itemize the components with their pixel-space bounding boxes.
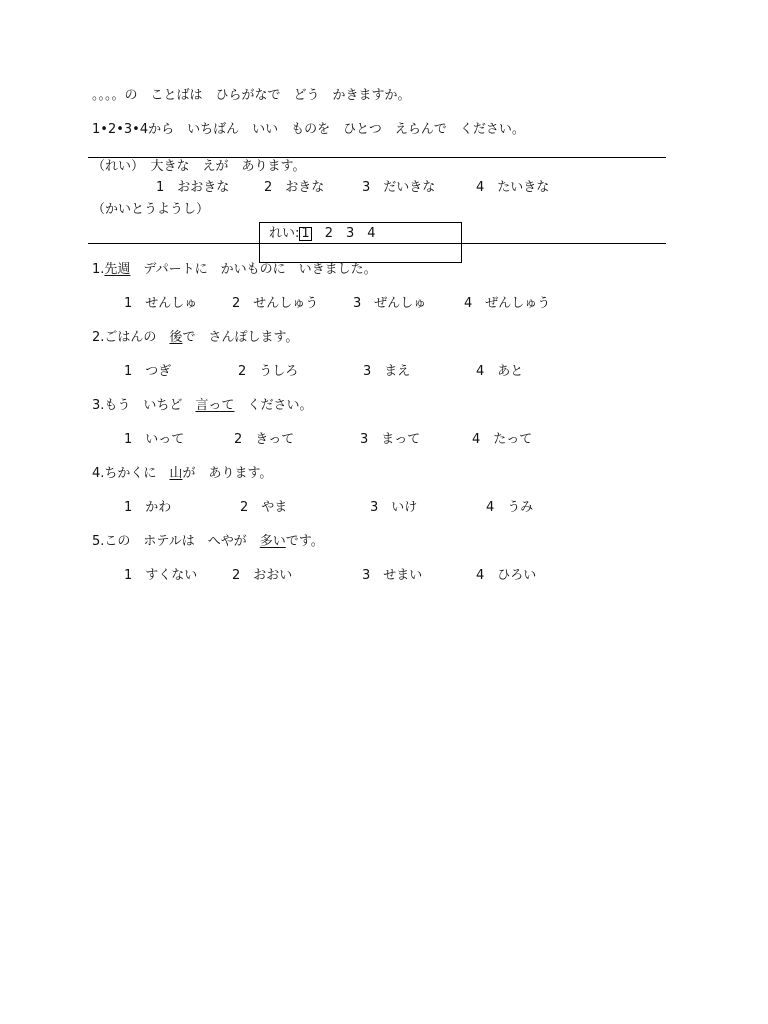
- instruction-line-1: 。。。。の ことばは ひらがなで どう かきますか。: [92, 88, 411, 103]
- question-after: です。: [285, 534, 324, 549]
- example-option-3: 3 だいきな: [362, 180, 436, 195]
- answer-sheet-label: （かいとうようし）: [92, 202, 210, 217]
- q3-option-4: 4 たって: [472, 432, 533, 447]
- question-number: 1.: [92, 262, 105, 277]
- q5-option-3: 3 せまい: [362, 568, 423, 583]
- q2-option-2: 2 うしろ: [238, 364, 299, 379]
- q3-option-2: 2 きって: [234, 432, 295, 447]
- question-before: ちかくに: [104, 466, 170, 481]
- question-before: ごはんの: [104, 330, 170, 345]
- q3-option-1: 1 いって: [124, 432, 185, 447]
- q4-option-2: 2 やま: [240, 500, 288, 515]
- example-option-2: 2 おきな: [264, 180, 325, 195]
- question-3: [92, 398, 312, 414]
- q2-option-3: 3 まえ: [363, 364, 411, 379]
- example-sentence: （れい） 大きな えが あります。: [92, 159, 306, 174]
- underlined-word: 言って: [195, 398, 235, 413]
- marked-answer: 1: [301, 226, 310, 241]
- q4-option-4: 4 うみ: [486, 500, 534, 515]
- q3-option-3: 3 まって: [360, 432, 421, 447]
- answer-rest: 2 3 4: [324, 226, 376, 241]
- underlined-word: 山: [169, 466, 183, 481]
- example-option-4: 4 たいきな: [476, 180, 550, 195]
- q2-option-1: 1 つぎ: [124, 364, 172, 379]
- question-after: で さんぽします。: [182, 330, 299, 345]
- example-bottom-rule: [88, 243, 666, 244]
- q1-option-4: 4 ぜんしゅう: [464, 296, 551, 311]
- q5-option-2: 2 おおい: [232, 568, 293, 583]
- instruction-line-2: 1•2•3•4から いちばん いい ものを ひとつ えらんで ください。: [92, 122, 525, 137]
- question-after: が あります。: [182, 466, 273, 481]
- question-after: デパートに かいものに いきました。: [130, 262, 377, 277]
- underlined-word: 先週: [104, 262, 131, 277]
- q1-option-2: 2 せんしゅう: [232, 296, 319, 311]
- q5-option-1: 1 すくない: [124, 568, 198, 583]
- question-4: [92, 466, 272, 482]
- question-before: この ホテルは へやが: [104, 534, 260, 549]
- answer-gap: [312, 226, 325, 241]
- example-top-rule: [88, 157, 666, 158]
- question-number: 5.: [92, 534, 105, 549]
- underlined-word: 多い: [259, 534, 286, 549]
- question-2: [92, 330, 298, 346]
- q1-option-1: 1 せんしゅ: [124, 296, 198, 311]
- underlined-word: 後: [169, 330, 183, 345]
- question-after: ください。: [234, 398, 313, 413]
- q2-option-4: 4 あと: [476, 364, 524, 379]
- answer-sheet-row: [269, 226, 376, 242]
- question-before: もう いちど: [104, 398, 196, 413]
- example-option-1: 1 おおきな: [156, 180, 230, 195]
- answer-box-prefix: れい:: [269, 226, 300, 241]
- q4-option-1: 1 かわ: [124, 500, 172, 515]
- q5-option-4: 4 ひろい: [476, 568, 537, 583]
- q4-option-3: 3 いけ: [370, 500, 418, 515]
- q1-option-3: 3 ぜんしゅ: [353, 296, 427, 311]
- question-1: [92, 262, 377, 278]
- question-5: [92, 534, 324, 550]
- question-number: 2.: [92, 330, 105, 345]
- question-number: 4.: [92, 466, 105, 481]
- question-number: 3.: [92, 398, 105, 413]
